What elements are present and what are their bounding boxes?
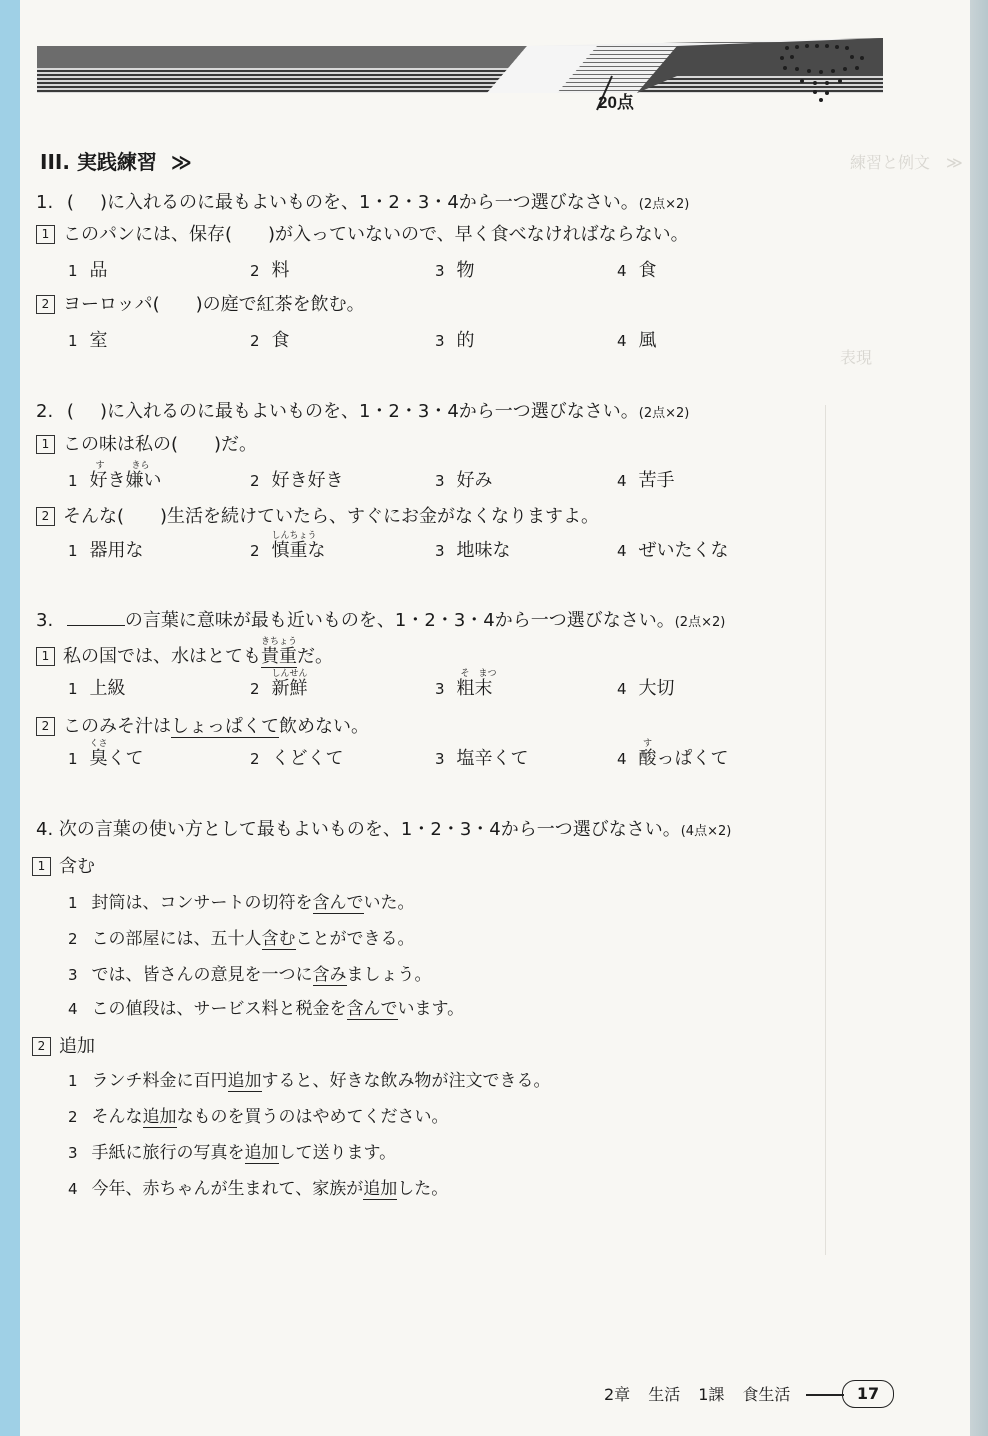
- question-2-instruction: [36, 397, 689, 423]
- total-score: 20点: [598, 93, 634, 112]
- page-edge: [970, 0, 988, 1436]
- instruction-text: の言葉に意味が最も近いものを、1・2・3・4から一つ選びなさい。: [124, 610, 675, 631]
- option-2[interactable]: 2 しんちょう 慎重な: [250, 531, 326, 561]
- instruction-text: )に入れるのに最もよいものを、1・2・3・4から一つ選びなさい。: [99, 401, 639, 422]
- footer-topic: 生活: [648, 1385, 681, 1404]
- q4-item-1-choice-1[interactable]: 1 封筒は、コンサートの切符を含んでいた。: [68, 893, 415, 913]
- double-chevron-icon: ≫: [170, 150, 186, 174]
- q2-item-2: [36, 502, 599, 528]
- option-2[interactable]: 2 くどくて: [250, 748, 344, 769]
- q2-item-1-options: [0, 461, 988, 492]
- paren-open: (: [66, 401, 74, 422]
- item-text: このパンには、保存( )が入っていないので、早く食べなければならない。: [63, 224, 689, 245]
- option-1[interactable]: 1 くさ 臭くて: [68, 739, 144, 769]
- option-2[interactable]: 2 料: [250, 260, 290, 281]
- footer-lesson-title: 食生活: [742, 1385, 791, 1404]
- option-3[interactable]: 3 地味な: [435, 540, 511, 561]
- question-number: 4.: [36, 819, 54, 840]
- item-number-box: 1: [32, 857, 51, 876]
- show-through-text: 表現: [840, 348, 873, 367]
- points-label: (2点×2): [638, 406, 690, 421]
- q4-item-2-choice-1[interactable]: 1 ランチ料金に百円追加すると、好きな飲み物が注文できる。: [68, 1071, 551, 1091]
- show-through-text: 練習と例文 ≫: [850, 153, 963, 172]
- target-word: しょっぱくて: [171, 716, 279, 737]
- footer-rule: [806, 1394, 844, 1396]
- q4-item-2-choice-2[interactable]: 2 そんな追加なものを買うのはやめてください。: [68, 1107, 449, 1127]
- q4-item-2: [32, 1032, 95, 1058]
- header-banner: [37, 38, 883, 120]
- item-number-box: 1: [36, 435, 55, 454]
- show-through-frame: [825, 405, 884, 1255]
- item-text: ヨーロッパ( )の庭で紅茶を飲む。: [63, 294, 365, 315]
- option-2[interactable]: 2 食: [250, 330, 290, 351]
- paren-open: (: [66, 192, 74, 213]
- page-footer: [604, 1382, 808, 1405]
- option-1[interactable]: 1 器用な: [68, 540, 144, 561]
- q4-item-1-choice-4[interactable]: 4 この値段は、サービス料と税金を含んでいます。: [68, 999, 465, 1019]
- q3-item-1-options: [0, 669, 988, 700]
- item-number-box: 2: [36, 507, 55, 526]
- option-4[interactable]: 4 苦手: [617, 470, 675, 491]
- q4-item-2-choice-4[interactable]: 4 今年、赤ちゃんが生まれて、家族が追加した。: [68, 1179, 449, 1199]
- option-4[interactable]: 4 食: [617, 260, 657, 281]
- points-label: (2点×2): [674, 615, 726, 630]
- q1-item-1: [36, 220, 689, 246]
- q1-item-2: [36, 290, 365, 316]
- item-number-box: 2: [32, 1037, 51, 1056]
- q3-item-2: 2 このみそ汁はしょっぱくて飲めない。: [36, 712, 369, 738]
- question-number: 1.: [36, 192, 54, 213]
- item-number-box: 2: [36, 717, 55, 736]
- item-number-box: 2: [36, 295, 55, 314]
- section-title-text: III. 実践練習: [40, 150, 157, 174]
- item-text: そんな( )生活を続けていたら、すぐにお金がなくなりますよ。: [63, 506, 600, 527]
- section-title: [40, 146, 186, 175]
- q3-item-2-options: [0, 739, 988, 770]
- q2-item-2-options: [0, 531, 988, 562]
- option-1[interactable]: 1 室: [68, 330, 108, 351]
- q4-item-1-choice-3[interactable]: 3 では、皆さんの意見を一つに含みましょう。: [68, 965, 432, 985]
- footer-chapter: 2章: [604, 1385, 631, 1404]
- item-text: この味は私の( )だ。: [63, 434, 258, 455]
- question-number: 2.: [36, 401, 54, 422]
- footer-lesson: 1課: [698, 1385, 725, 1404]
- q3-item-1: 1 私の国では、水はとても きちょう 貴重だ。: [36, 642, 333, 668]
- q2-item-1: [36, 430, 257, 456]
- option-3[interactable]: 3 そ まつ 粗末: [435, 669, 497, 699]
- q4-item-1: [32, 852, 95, 878]
- page-number: 17: [842, 1380, 894, 1408]
- option-4[interactable]: 4 風: [617, 330, 657, 351]
- option-4[interactable]: 4 ぜいたくな: [617, 540, 729, 561]
- option-4[interactable]: 4 す 酸っぱくて: [617, 739, 729, 769]
- option-3[interactable]: 3 的: [435, 330, 475, 351]
- option-3[interactable]: 3 物: [435, 260, 475, 281]
- question-number: 3.: [36, 610, 54, 631]
- option-3[interactable]: 3 好み: [435, 470, 493, 491]
- option-1[interactable]: 1 す きら 好き嫌い: [68, 461, 162, 491]
- q1-item-1-options: [0, 256, 988, 282]
- q1-item-2-options: [0, 326, 988, 352]
- target-word: きちょう 貴重: [261, 637, 298, 667]
- item-number-box: 1: [36, 225, 55, 244]
- instruction-text: 次の言葉の使い方として最もよいものを、1・2・3・4から一つ選びなさい。: [58, 819, 681, 840]
- question-3-instruction: [36, 606, 725, 632]
- item-number-box: 1: [36, 647, 55, 666]
- option-4[interactable]: 4 大切: [617, 678, 675, 699]
- question-4-instruction: [36, 815, 731, 841]
- q4-item-1-choice-2[interactable]: 2 この部屋には、五十人含むことができる。: [68, 929, 415, 949]
- option-2[interactable]: 2 しんせん 新鮮: [250, 669, 308, 699]
- points-label: (2点×2): [638, 197, 690, 212]
- option-1[interactable]: 1 上級: [68, 678, 126, 699]
- instruction-text: )に入れるのに最もよいものを、1・2・3・4から一つ選びなさい。: [99, 192, 639, 213]
- option-3[interactable]: 3 塩辛くて: [435, 748, 529, 769]
- q4-item-2-choice-3[interactable]: 3 手紙に旅行の写真を追加して送ります。: [68, 1143, 397, 1163]
- option-2[interactable]: 2 好き好き: [250, 470, 344, 491]
- item-word: 含む: [59, 856, 95, 877]
- points-label: (4点×2): [680, 824, 732, 839]
- option-1[interactable]: 1 品: [68, 260, 108, 281]
- question-1-instruction: [36, 188, 689, 214]
- underline-blank: [67, 607, 125, 626]
- item-word: 追加: [59, 1036, 95, 1057]
